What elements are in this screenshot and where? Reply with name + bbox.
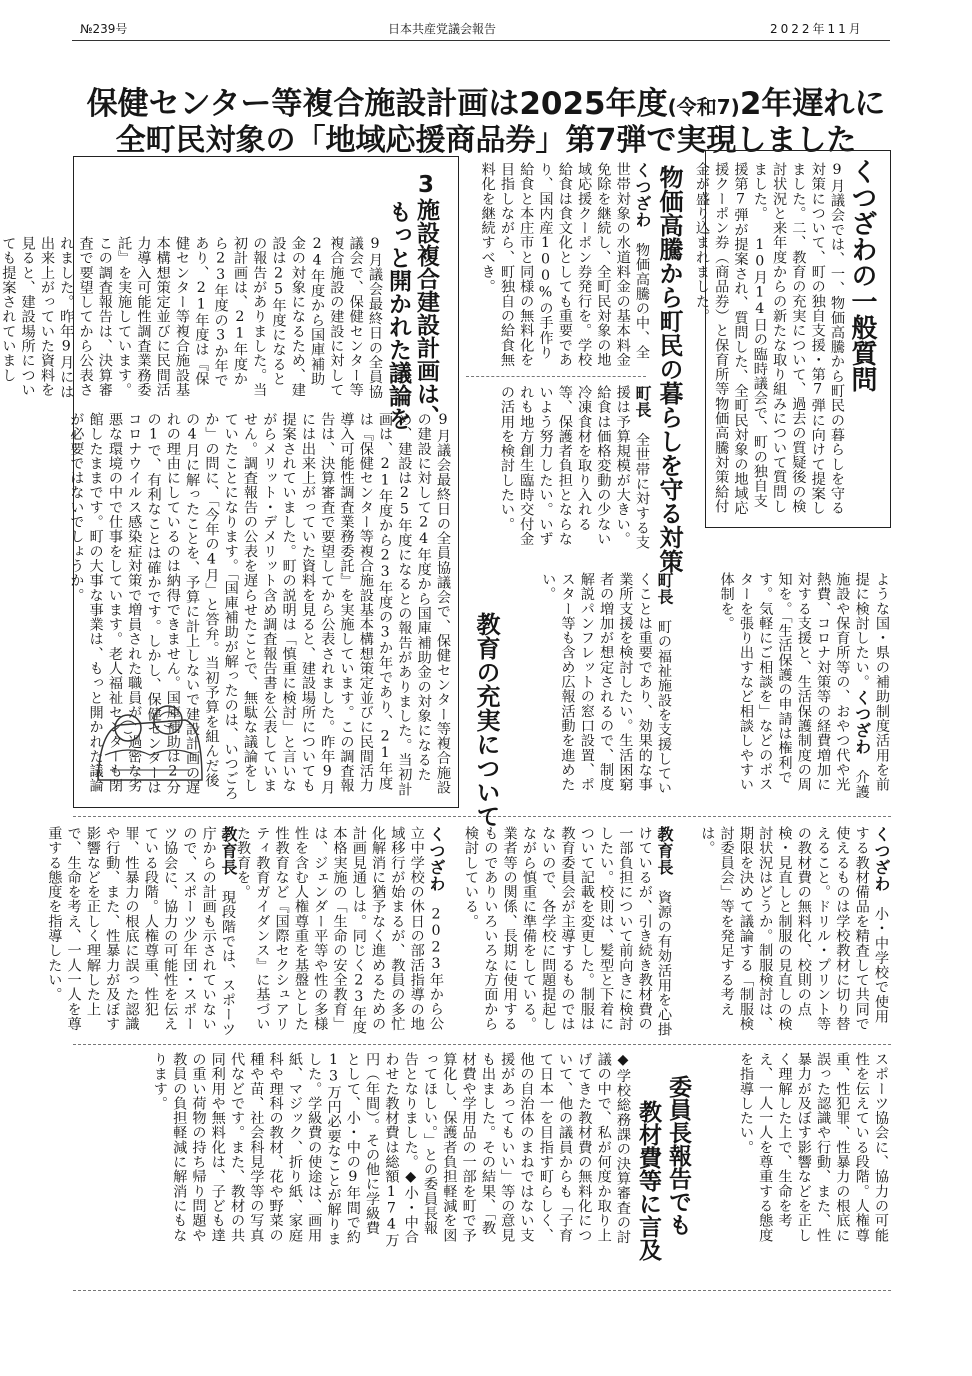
kyouiku-q1 <box>676 572 891 804</box>
bukka-title: 物価高騰から町民の暮らしを守る対策 <box>655 165 683 573</box>
kyouiku-a3-speaker: 教育長 <box>219 826 238 876</box>
fukugou-body-cont: 9月議会最終日の全員協議会で、保健センター等複合施設の建設に対して24年度から国庫補助金の対象になるため、建設は25年度になるとの報告がありました。当初計画は、21年度から23年度の3か年であり、21年度は『保健センター等複合施設基本構想策定並びに民間活力導入可能性調査業務委託』を実施しています。この調査報告は、決算審査で要望してから公表されました。昨年9月には出来上がっていた資料を見ると、建設場所についても提案されていました。町の説明は「慎重に検討」と言いながらメリット・デメリット含め調査報告書を公表していません。調査報告の公表を遅らせたことで、無駄な議論をしていたことになります。「国庫補助が解ったのは、いつごろか」の問に、「今年の4月」と答弁。当初予算を組んだ後の4月に解ったことを、予算に計上しないで建設計画の遅れの理由にしているのは納得できません。国庫補助は2分の1で、有利なことは確かです。しかし、保健センターはコロナウイルス感染症対策で増員された職員が、過密な劣悪な環境の中で仕事をしています。老人福祉センターも閉館したままです。町の大事な事業は、もっと開かれた議論が必要ではないでしょうか。 <box>68 412 451 801</box>
kyouiku-a2-text: 資源の有効活用を心掛けているが、引き続き教材費の一部負担について前向きに検討したい。校則は、髪型と下着について記載を変更した。制服は教育委員会が主導するものではないので、各学校に問題提起しながら慎重に準備をしている。業者等の関係、長期に使用するものでありいろいろな方面から検討している。 <box>463 826 672 1037</box>
issue-number: №239号 <box>80 22 128 36</box>
footer-divider <box>73 1290 891 1291</box>
kyouiku-q2 <box>676 826 891 1038</box>
kyouiku-q3 <box>235 826 446 1038</box>
fukugou-body-top: 9月議会最終日の全員協議会で、保健センター等複合施設の建設に対して24年度から国庫補助金の対象になるため、建設は25年度になるとの報告がありました。当初計画は、21年度から23年度の3か年であり、21年度は『保健センター等複合施設基本構想策定並びに民間活力導入可能性調査業務委託』を実施しています。この調査報告は、決算審査で要望してから公表されました。昨年9月には出来上がっていた資料を見ると、建設場所についても提案されていまし <box>0 236 383 399</box>
kyouiku-q3-text: 2023年から公立中学校の休日の部活指導の地域移行が始まるが、教員の多忙化解消に猶予なく進めるための計画見通しは。 <box>350 826 444 1032</box>
kyouiku-q2-speaker: くつざわ <box>872 826 891 892</box>
issue-date: 2022年11月 <box>770 22 864 36</box>
kyouiku-q1-intro: ような国・県の補助制度活用を前提に検討したい。 <box>853 572 890 792</box>
kyouiku-a1 <box>506 572 674 804</box>
kyouiku-a3-cont-text: スポーツ協会に、協力の可能性を伝えている段階。人権尊重、性犯罪、性暴力の根底に誤った認識や行動、また、性暴力が及ぼす影響などを正しく理解した上で、生命を考え、一人一人を尊重する態度を指導したい。 <box>737 1052 889 1243</box>
ippan-title: くつざわの一般質問 <box>847 158 877 392</box>
bukka-q1-text: 物価高騰の中、全世帯対象の水道料金の基本料金免除を継続し、全町民対象の地域応援クーポン券発行を。学校給食は食文化としても重要であり、国内産100%の手作り給食と本庄市と同様の無料化を目指しながら、町独自の給食無料化を継続すべき。 <box>479 162 650 368</box>
iinchou-title2: 教材費等に言及 <box>635 1100 661 1261</box>
kyouiku-q1-speaker: くつざわ <box>852 689 872 756</box>
header-rule <box>72 40 890 41</box>
kyouiku-q4-text: 同じく23年度本格実施の「生命の安全教育」は、ジェンダー平等や性の多様性を含む人権尊重を基盤とした性教育など『国際セクシュアリティ教育ガイダンス』に基づいた教育を。 <box>235 826 367 1035</box>
kyouiku-a1-speaker: 町長 <box>655 572 674 605</box>
headline-line1-small: (令和7) <box>667 95 740 119</box>
bukka-a1-speaker: 町長 <box>633 385 652 418</box>
kyouiku-a1-text: 町の福祉施設を支援していくことは重要であり、効果的な事業所支援を検討したい。生活困窮者の増加が想定されるので、制度解説パンフレットの窓口設置、ポスター等も含め広報活動を進めたい。 <box>540 572 672 796</box>
ippan-body: 9月議会では、一、物価高騰から町民の暮らしを守る対策について、町の独自支援・第7弾に向けて提案しました。二、教育の充実について、過去の質疑後の検討状況と来年度からの新たな取り組みについて質問しました。 10月14日の臨時議会で、町の独自支援第7弾が提案され、質問した、全町民対象の地域応援クーポン券（商品券）と保育所等物価高騰対策給付金が盛り込まれました。 <box>693 162 845 516</box>
bukka-a1 <box>466 385 652 553</box>
bukka-a1-text: 全世帯に対する支援は予算規模が大きい。給食は価格変動の少ない冷凍食材を取り入れる等、保護者負担とならないよう努力したい。いずれも地方創生臨時交付金の活用を検討したい。 <box>498 385 650 550</box>
bukka-divider <box>466 376 646 377</box>
headline-line1-end: 2年遅れに <box>739 86 886 122</box>
iinchou-body: ◆学校総務課の決算審査の討議の中で、私が何度か取り上げてきた教材費の無料化について、他の議員からも「子育て日本一を目指す町らしく、他の自治体のまねではない支援があってもいい」等の意見も出ました。その結果、「教材費や学用品の一部を町で予算化し、保護者負担軽減を図ってほしい。」との委員長報告となりました。◆小・中合わせた教材費は総額174万円（年間）。その他に学級費として、小・中の9年間で約13万円必要なことが解りました。学級費の使途は、画用紙、マジック、折り紙、家庭科や理科の教材、花や野菜の種や苗、社会科見学等の写真代などです。また、教材の共同利用や無料化は、子ども達の重い荷物の持ち帰り問題や教員の負担軽減に解消にもなります。 <box>151 1052 631 1248</box>
paper-name: 日本共産党議会報告 <box>388 22 497 36</box>
bukka-q1-speaker: くつざわ <box>633 162 652 228</box>
kyouiku-a2 <box>448 826 674 1038</box>
lower-divider <box>73 1044 891 1045</box>
kyouiku-q1-text: 介護施設や保育所等の、おやつ代や光熱費、コロナ対策等の経費増加に対する支援と、生活保護制度の周知を。「生活保護の申請は権利です。気軽にご相談を」などのポスターを張り出すなど相談しやすい体制を。 <box>718 572 870 799</box>
bukka-q1 <box>466 162 652 372</box>
kyouiku-q2-text: 小・中学校で使用する教材備品を精査して共同で使えるものは学校教材に切り替えること。ドリル・プリント等の教材費の無料化、校則の点検・見直しと制服の見直しの検討状況はどうか。制服検討は、期限を決めて議論する「制服検討委員会」等を発足する考えは。 <box>699 826 889 1032</box>
kyouiku-q3-speaker: くつざわ <box>427 826 446 892</box>
kyouiku-title: 教育の充実について <box>472 612 500 828</box>
headline-line1-main: 保健センター等複合施設計画は2025年度 <box>86 86 668 122</box>
iinchou-title1: 委員長報告でも <box>665 1075 691 1236</box>
mid-divider <box>73 816 891 817</box>
kyouiku-a3-text: 現段階では、スポーツ庁からの計画も示されていないので、スポーツ少年団・スポーツ協会に、協力の可能性を伝えている段階。人権尊重、性犯罪、性暴力の根底に誤った認識や行動、また、性暴力が及ぼす影響などを正しく理解した上で、生命を考え、一人一人を尊重する態度を指導したい。 <box>46 826 236 1037</box>
fukugou-title2: もっと開かれた議論を <box>385 200 411 430</box>
fukugou-title1: 3施設複合建設計画は、 <box>413 172 439 428</box>
kyouiku-a3-cont <box>710 1052 890 1248</box>
elderly-people-icon <box>90 680 210 785</box>
kyouiku-a3 <box>46 826 238 1038</box>
headline-line2: 全町民対象の「地域応援商品券」第7弾で実現しました <box>115 123 857 158</box>
kyouiku-a2-speaker: 教育長 <box>655 826 674 876</box>
